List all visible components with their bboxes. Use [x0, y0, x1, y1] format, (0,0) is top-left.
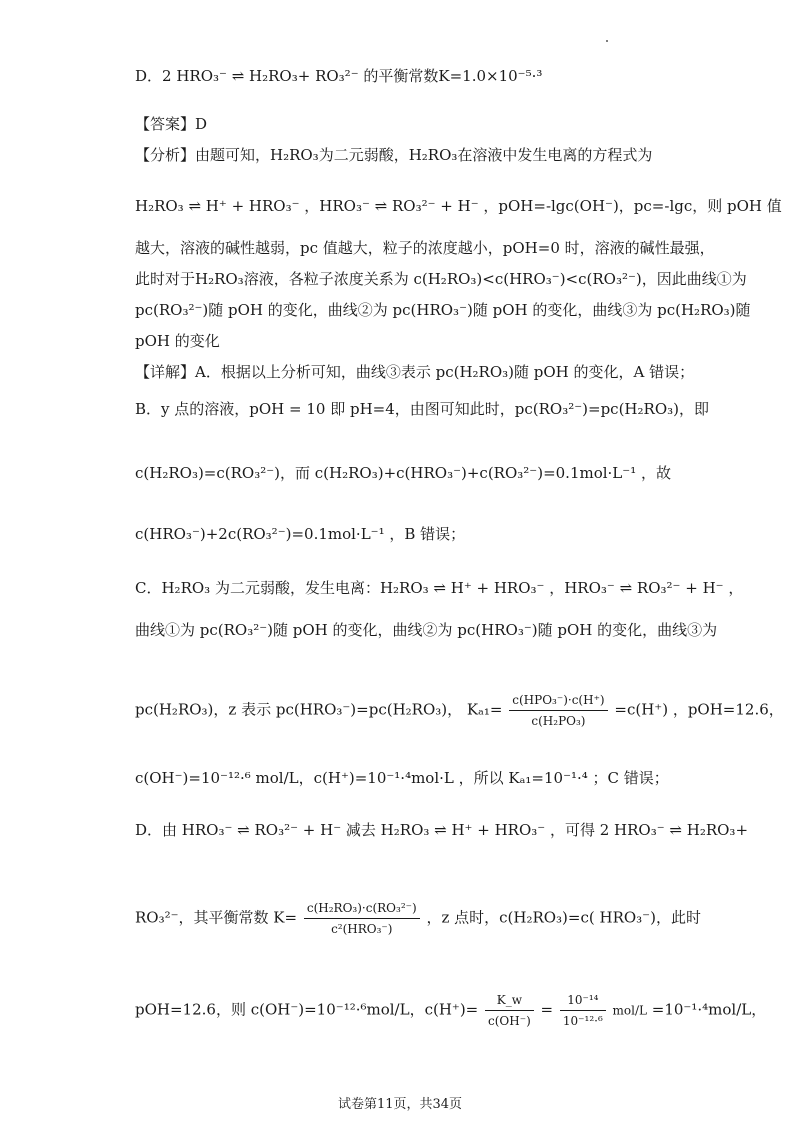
ka-label: Kₐ₁=	[466, 700, 503, 719]
text-line-analysis2: H₂RO₃ ⇌ H⁺ + HRO₃⁻ ，HRO₃⁻ ⇌ RO₃²⁻ + H⁻ ，pOH=-lgc(OH⁻)，pc=-lgc，则 pOH 值	[135, 197, 782, 215]
power-fraction	[560, 990, 606, 1031]
d2-prefix: RO₃²⁻，其平衡常数 K=	[135, 908, 298, 927]
text-line-detail-b3: c(HRO₃⁻)+2c(RO₃²⁻)=0.1mol·L⁻¹ ，B 错误；	[135, 525, 466, 543]
ka-denominator: c(H₂PO₃)	[531, 714, 586, 728]
line-detail-d3	[135, 990, 766, 1031]
text-line-analysis4: 此时对于H₂RO₃溶液，各粒子浓度关系为 c(H₂RO₃)<c(HRO₃⁻)<c(RO₃²⁻)，因此曲线①为	[135, 270, 747, 288]
text-line-detail-c1: C．H₂RO₃ 为二元弱酸，发生电离：H₂RO₃ ⇌ H⁺ + HRO₃⁻ ，HRO₃⁻ ⇌ RO₃²⁻ + H⁻ ，	[135, 579, 744, 597]
d3-eq: =	[540, 1000, 554, 1019]
scan-dot	[606, 40, 608, 42]
k-fraction	[304, 898, 420, 939]
power-numerator: 10⁻¹⁴	[560, 990, 606, 1011]
text-line-answer: 【答案】D	[135, 115, 208, 133]
text-line-d-option: D．2 HRO₃⁻ ⇌ H₂RO₃+ RO₃²⁻ 的平衡常数K=1.0×10⁻⁵·³	[135, 67, 543, 85]
line-detail-d2	[135, 898, 701, 939]
text-line-detail-a: 【详解】A．根据以上分析可知，曲线③表示 pc(H₂RO₃)随 pOH 的变化，A 错误；	[135, 363, 695, 381]
power-denominator: 10⁻¹²·⁶	[562, 1014, 603, 1028]
text-line-detail-c4: c(OH⁻)=10⁻¹²·⁶ mol/L，c(H⁺)=10⁻¹·⁴mol·L ，所以 Kₐ₁=10⁻¹·⁴ ；C 错误；	[135, 769, 669, 787]
k-numerator: c(H₂RO₃)·c(RO₃²⁻)	[304, 898, 420, 919]
d2-suffix: ，z 点时，c(H₂RO₃)=c( HRO₃⁻)，此时	[426, 908, 701, 927]
ka-fraction	[509, 690, 607, 731]
text-line-detail-c2: 曲线①为 pc(RO₃²⁻)随 pOH 的变化，曲线②为 pc(HRO₃⁻)随 pOH 的变化，曲线③为	[135, 621, 718, 639]
page-footer: 试卷第11页，共34页	[337, 1097, 463, 1112]
kw-numerator: K_w	[485, 990, 534, 1011]
text-line-detail-d1: D．由 HRO₃⁻ ⇌ RO₃²⁻ + H⁻ 减去 H₂RO₃ ⇌ H⁺ + HRO₃⁻ ，可得 2 HRO₃⁻ ⇌ H₂RO₃+	[135, 821, 749, 839]
k-denominator: c²(HRO₃⁻)	[331, 922, 393, 936]
text-line-analysis3: 越大，溶液的碱性越弱，pc 值越大，粒子的浓度越小，pOH=0 时，溶液的碱性最强，	[135, 239, 715, 257]
kw-denominator: c(OH⁻)	[488, 1014, 531, 1028]
text-line-analysis6: pOH 的变化	[135, 332, 220, 350]
d3-unit: mol/L	[612, 1003, 647, 1018]
kw-fraction	[485, 990, 534, 1031]
c3-prefix: pc(H₂RO₃)，z 表示 pc(HRO₃⁻)=pc(H₂RO₃)，	[135, 700, 463, 719]
text-line-detail-b1: B．y 点的溶液，pOH = 10 即 pH=4，由图可知此时，pc(RO₃²⁻)=pc(H₂RO₃)，即	[135, 400, 709, 418]
d3-prefix: pOH=12.6，则 c(OH⁻)=10⁻¹²·⁶mol/L，c(H⁺)=	[135, 1000, 479, 1019]
c3-suffix: =c(H⁺) ，pOH=12.6，	[614, 700, 784, 719]
ka-numerator: c(HPO₃⁻)·c(H⁺)	[509, 690, 607, 711]
text-line-analysis1: 【分析】由题可知，H₂RO₃为二元弱酸，H₂RO₃在溶液中发生电离的方程式为	[135, 146, 653, 164]
text-line-analysis5: pc(RO₃²⁻)随 pOH 的变化，曲线②为 pc(HRO₃⁻)随 pOH 的变化，曲线③为 pc(H₂RO₃)随	[135, 301, 751, 319]
text-line-detail-b2: c(H₂RO₃)=c(RO₃²⁻)，而 c(H₂RO₃)+c(HRO₃⁻)+c(RO₃²⁻)=0.1mol·L⁻¹ ，故	[135, 464, 671, 482]
line-detail-c3	[135, 690, 784, 731]
d3-suffix: =10⁻¹·⁴mol/L，	[651, 1000, 767, 1019]
